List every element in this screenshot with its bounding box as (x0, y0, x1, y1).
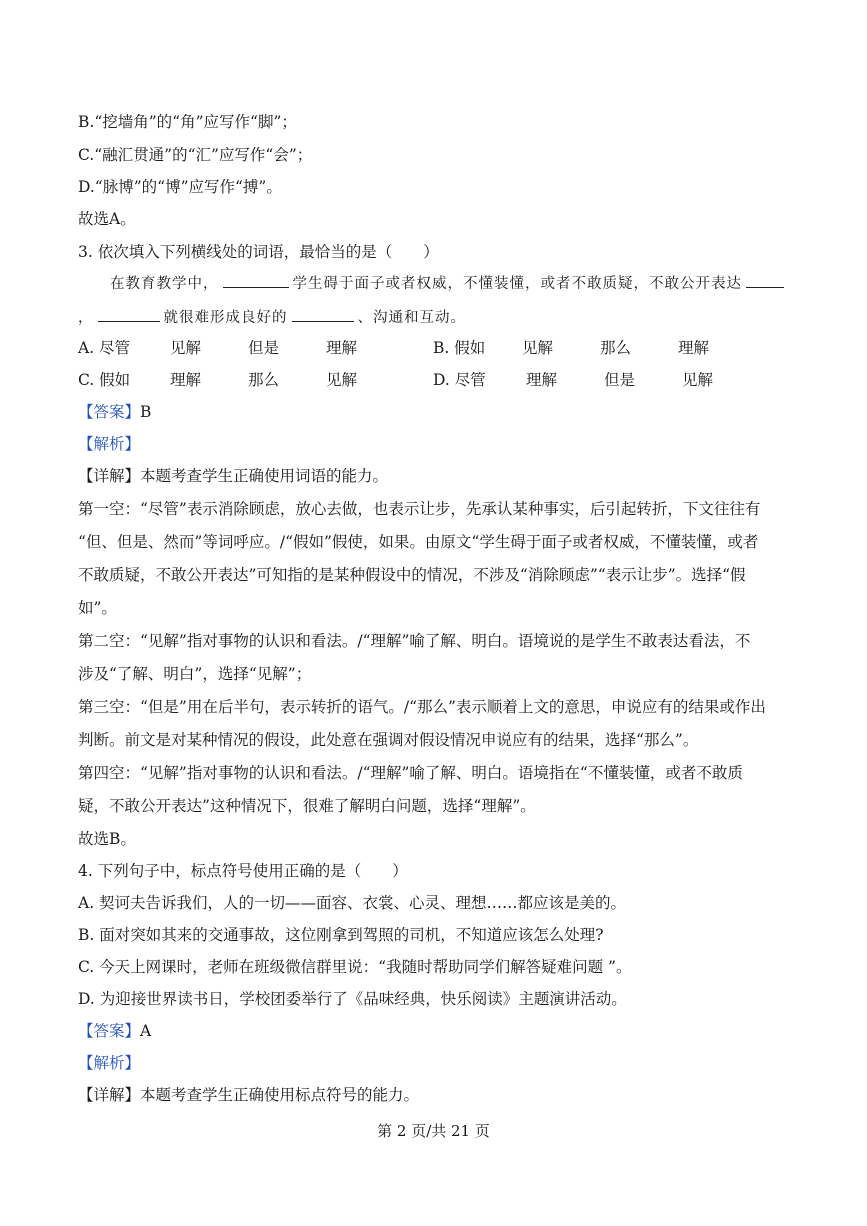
page-number: 第 2 页/共 21 页 (377, 1122, 490, 1140)
q4-option-a: A. 契诃夫告诉我们，人的一切——面容、衣裳、心灵、理想……都应该是美的。 (78, 894, 627, 912)
passage-text: 在教育教学中， (110, 276, 219, 292)
option-a-word3: 但是 (248, 339, 280, 357)
option-c-word3: 那么 (248, 371, 280, 389)
option-d-word4: 见解 (682, 371, 714, 389)
q4-option-b: B. 面对突如其来的交通事故，这位刚拿到驾照的司机，不知道应该怎么处理? (78, 926, 604, 944)
passage-text: ， (78, 310, 94, 326)
blank-3 (98, 307, 160, 322)
answer-label: 【答案】 (78, 1022, 141, 1040)
explain-4-line: 第四空：“见解”指对事物的认识和看法。/“理解”喻了解、明白。语境指在“不懂装懂，或者不敢质 (78, 764, 743, 782)
blank-2 (746, 273, 784, 288)
explain-1-line: 第一空：“尽管”表示消除顾虑，放心去做，也表示让步，先承认某种事实，后引起转折，下文往往有 (78, 500, 761, 518)
explain-3-line: 第三空：“但是”用在后半句，表示转折的语气。/“那么”表示顺着上文的意思，申说应有的结果或作出 (78, 698, 766, 716)
option-b-word2: 见解 (522, 339, 554, 357)
option-a-word4: 理解 (326, 339, 358, 357)
q3-answer (78, 402, 151, 422)
q4-analysis-label: 【解析】 (78, 1054, 141, 1072)
explain-1-line: 不敢质疑，不敢公开表达”可知指的是某种假设中的情况，不涉及“消除顾虑”“表示让步”。选择“假 (78, 566, 746, 584)
option-d-word1: D. 尽管 (433, 371, 486, 389)
q4-stem: 4. 下列句子中，标点符号使用正确的是（ ） (78, 862, 408, 880)
blank-4 (292, 307, 354, 322)
option-a-word1: A. 尽管 (78, 339, 131, 357)
option-a-word2: 见解 (170, 339, 202, 357)
option-d-word3: 但是 (604, 371, 636, 389)
q3-passage-line2 (78, 307, 466, 328)
passage-text: 学生碍于面子或者权威，不懂装懂，或者不敢质疑，不敢公开表达 (292, 276, 742, 292)
option-c-word4: 见解 (326, 371, 358, 389)
option-c-word2: 理解 (170, 371, 202, 389)
answer-label: 【答案】 (78, 403, 141, 421)
passage-text: 、沟通和互动。 (357, 310, 466, 326)
option-b-word1: B. 假如 (433, 339, 486, 357)
explain-1-line: 如”。 (78, 599, 117, 617)
q4-detail: 【详解】本题考查学生正确使用标点符号的能力。 (78, 1086, 420, 1104)
explain-1-line: “但、但是、然而”等词呼应。/“假如”假使，如果。由原文“学生碍于面子或者权威，不懂装懂，或者 (78, 533, 759, 551)
option-c-word1: C. 假如 (78, 371, 131, 389)
explain-2-line: 第二空：“见解”指对事物的认识和看法。/“理解”喻了解、明白。语境说的是学生不敢表达看法，不 (78, 632, 751, 650)
option-b-word3: 那么 (600, 339, 632, 357)
prev-option-b: B.“挖墙角”的“角”应写作“脚”； (78, 113, 297, 131)
prev-choice: 故选A。 (78, 210, 136, 228)
q4-option-c: C. 今天上网课时，老师在班级微信群里说：“我随时帮助同学们解答疑难问题 ”。 (78, 958, 632, 976)
option-d-word2: 理解 (526, 371, 558, 389)
answer-value: B (140, 403, 152, 421)
option-b-word4: 理解 (678, 339, 710, 357)
q4-option-d: D. 为迎接世界读书日，学校团委举行了《品味经典，快乐阅读》主题演讲活动。 (78, 990, 627, 1008)
q3-analysis-label: 【解析】 (78, 435, 141, 453)
q3-choice: 故选B。 (78, 830, 136, 848)
q3-stem: 3. 依次填入下列横线处的词语，最恰当的是（ ） (78, 243, 439, 261)
passage-text: 就很难形成良好的 (163, 310, 288, 326)
answer-value: A (140, 1022, 152, 1040)
explain-3-line: 判断。前文是对某种情况的假设，此处意在强调对假设情况申说应有的结果，选择“那么”。 (78, 731, 699, 749)
q3-detail: 【详解】本题考查学生正确使用词语的能力。 (78, 467, 389, 485)
explain-2-line: 涉及“了解、明白”，选择“见解”； (78, 665, 312, 683)
q4-answer (78, 1021, 151, 1041)
q3-passage-line1 (110, 273, 788, 294)
blank-1 (223, 273, 289, 288)
explain-4-line: 疑，不敢公开表达”这种情况下，很难了解明白问题，选择“理解”。 (78, 797, 536, 815)
prev-option-c: C.“融汇贯通”的“汇”应写作“会”； (78, 146, 313, 164)
prev-option-d: D.“脉博”的“博”应写作“搏”。 (78, 178, 282, 196)
